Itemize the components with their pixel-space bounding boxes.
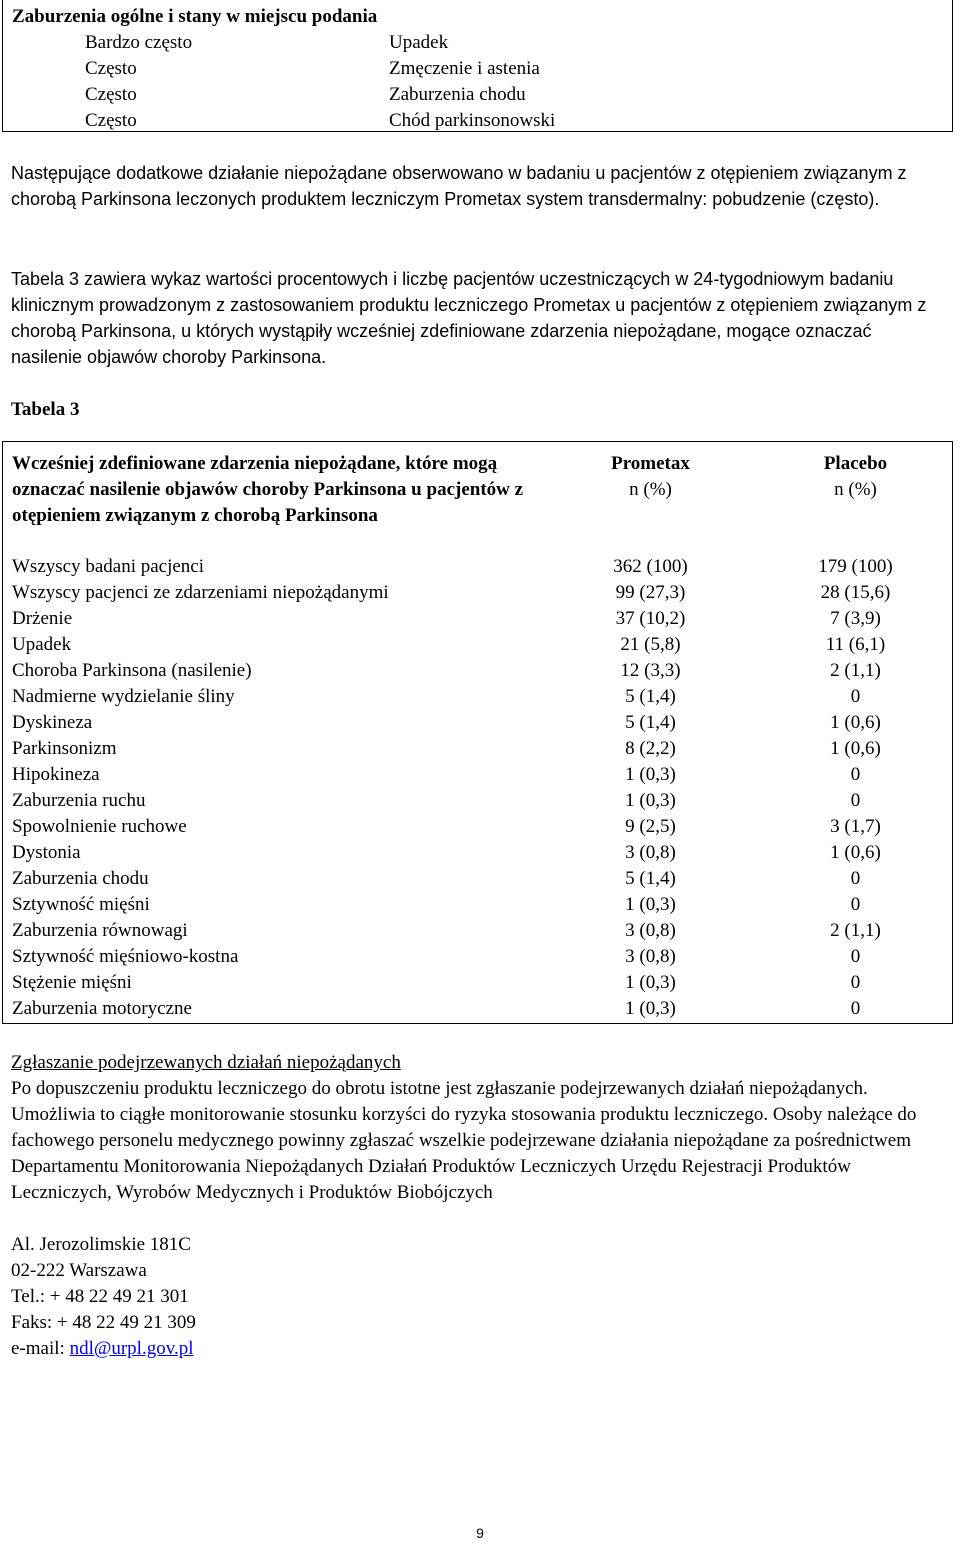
placebo-value: 1 (0,6) — [830, 712, 881, 733]
prometax-value: 12 (3,3) — [620, 660, 681, 681]
event-name: Sztywność mięśni — [12, 894, 150, 915]
box-heading: Zaburzenia ogólne i stany w miejscu podania — [12, 6, 378, 27]
effect-label: Zaburzenia chodu — [389, 84, 526, 105]
prometax-value: 9 (2,5) — [625, 816, 676, 837]
table-row — [3, 788, 952, 814]
placebo-value: 2 (1,1) — [830, 660, 881, 681]
table-row — [3, 762, 952, 788]
adverse-events-table — [2, 441, 953, 1024]
prometax-value: 5 (1,4) — [625, 686, 676, 707]
placebo-value: 11 (6,1) — [825, 634, 886, 655]
fax-number: Faks: + 48 22 49 21 309 — [11, 1312, 196, 1333]
page-number: 9 — [476, 1525, 484, 1541]
placebo-value: 0 — [850, 868, 861, 889]
report-title: Zgłaszanie podejrzewanych działań niepożądanych — [11, 1052, 401, 1073]
prometax-value: 3 (0,8) — [625, 946, 676, 967]
placebo-value: 0 — [850, 946, 861, 967]
prometax-value: 8 (2,2) — [625, 738, 676, 759]
prometax-value: 1 (0,3) — [625, 790, 676, 811]
event-name: Choroba Parkinsona (nasilenie) — [12, 660, 252, 681]
event-name: Drżenie — [12, 608, 73, 629]
placebo-value: 0 — [850, 790, 861, 811]
placebo-value: 1 (0,6) — [830, 738, 881, 759]
table-row — [3, 580, 952, 606]
prometax-value: 5 (1,4) — [625, 712, 676, 733]
email-label: e-mail: — [11, 1338, 70, 1359]
table-row — [3, 996, 952, 1022]
table-row — [3, 658, 952, 684]
table-row — [3, 840, 952, 866]
paragraph-additional-effect: Następujące dodatkowe działanie niepożądane obserwowano w badaniu u pacjentów z otępieniem związanym z chorobą Parkinsona leczonych produktem leczniczym Prometax system transdermalny: pobudzenie (często). — [11, 163, 907, 209]
prometax-value: 99 (27,3) — [615, 582, 686, 603]
event-name: Zaburzenia ruchu — [12, 790, 146, 811]
prometax-value: 362 (100) — [613, 556, 688, 577]
prometax-value: 3 (0,8) — [625, 842, 676, 863]
column-name: Placebo — [823, 453, 888, 474]
prometax-value: 1 (0,3) — [625, 894, 676, 915]
placebo-value: 3 (1,7) — [830, 816, 881, 837]
prometax-value: 1 (0,3) — [625, 998, 676, 1019]
table-title: Tabela 3 — [11, 399, 80, 420]
placebo-value: 179 (100) — [818, 556, 893, 577]
email-link[interactable]: ndl@urpl.gov.pl — [69, 1338, 194, 1359]
event-name: Zaburzenia motoryczne — [12, 998, 192, 1019]
column-unit: n (%) — [834, 479, 877, 500]
table-row — [3, 710, 952, 736]
table-row — [3, 814, 952, 840]
event-name: Parkinsonizm — [12, 738, 117, 759]
frequency-label: Często — [85, 58, 137, 79]
table-row — [3, 606, 952, 632]
table-row — [3, 944, 952, 970]
event-name: Spowolnienie ruchowe — [12, 816, 187, 837]
adverse-effects-box — [2, 0, 953, 132]
table-row — [3, 866, 952, 892]
table-row — [3, 970, 952, 996]
event-name: Dyskineza — [12, 712, 93, 733]
table-row — [3, 736, 952, 762]
email-line — [11, 1336, 194, 1362]
prometax-value: 1 (0,3) — [625, 764, 676, 785]
table-row — [3, 554, 952, 580]
column-name: Prometax — [611, 453, 690, 474]
address-street: Al. Jerozolimskie 181C — [11, 1234, 191, 1255]
event-name: Sztywność mięśniowo-kostna — [12, 946, 239, 967]
placebo-value: 0 — [850, 972, 861, 993]
frequency-label: Często — [85, 84, 137, 105]
event-name: Dystonia — [12, 842, 81, 863]
placebo-value: 28 (15,6) — [820, 582, 891, 603]
event-name: Hipokineza — [12, 764, 100, 785]
effect-label: Zmęczenie i astenia — [389, 58, 540, 79]
event-name: Upadek — [12, 634, 72, 655]
event-name: Stężenie mięśni — [12, 972, 132, 993]
effect-label: Chód parkinsonowski — [389, 110, 556, 131]
table-row — [3, 918, 952, 944]
column-unit: n (%) — [629, 479, 672, 500]
table-header-placebo — [768, 451, 943, 503]
table-header-events: Wcześniej zdefiniowane zdarzenia niepożądane, które mogą oznaczać nasilenie objawów choroby Parkinsona u pacjentów z otępieniem związanym z chorobą Parkinsona — [12, 453, 524, 526]
placebo-value: 0 — [850, 764, 861, 785]
table-header-prometax — [563, 451, 738, 503]
event-name: Zaburzenia chodu — [12, 868, 149, 889]
placebo-value: 0 — [850, 686, 861, 707]
report-body: Po dopuszczeniu produktu leczniczego do obrotu istotne jest zgłaszanie podejrzewanych działań niepożądanych. Umożliwia to ciągłe monitorowanie stosunku korzyści do ryzyka stosowania produktu leczniczego. Osoby należące do fachowego personelu medycznego powinny zgłaszać wszelkie podejrzewane działania niepożądane za pośrednictwem Departamentu Monitorowania Niepożądanych Działań Produktów Leczniczych Urzędu Rejestracji Produktów Leczniczych, Wyrobów Medycznych i Produktów Biobójczych — [11, 1078, 917, 1203]
paragraph-table-description: Tabela 3 zawiera wykaz wartości procentowych i liczbę pacjentów uczestniczących w 24-tygodniowym badaniu klinicznym prowadzonym z zastosowaniem produktu leczniczego Prometax u pacjentów z otępieniem związanym z chorobą Parkinsona, u których wystąpiły wcześniej zdefiniowane zdarzenia niepożądane, mogące oznaczać nasilenie objawów choroby Parkinsona. — [11, 269, 927, 367]
prometax-value: 5 (1,4) — [625, 868, 676, 889]
placebo-value: 7 (3,9) — [830, 608, 881, 629]
frequency-label: Często — [85, 110, 137, 131]
event-name: Wszyscy pacjenci ze zdarzeniami niepożądanymi — [12, 582, 389, 603]
placebo-value: 2 (1,1) — [830, 920, 881, 941]
table-row — [3, 892, 952, 918]
frequency-label: Bardzo często — [85, 32, 193, 53]
placebo-value: 0 — [850, 894, 861, 915]
event-name: Zaburzenia równowagi — [12, 920, 188, 941]
event-name: Nadmierne wydzielanie śliny — [12, 686, 235, 707]
event-name: Wszyscy badani pacjenci — [12, 556, 205, 577]
effect-label: Upadek — [389, 32, 449, 53]
address-city: 02-222 Warszawa — [11, 1260, 147, 1281]
prometax-value: 3 (0,8) — [625, 920, 676, 941]
phone-number: Tel.: + 48 22 49 21 301 — [11, 1286, 189, 1307]
table-row — [3, 632, 952, 658]
table-row — [3, 684, 952, 710]
prometax-value: 21 (5,8) — [620, 634, 681, 655]
placebo-value: 0 — [850, 998, 861, 1019]
placebo-value: 1 (0,6) — [830, 842, 881, 863]
prometax-value: 1 (0,3) — [625, 972, 676, 993]
prometax-value: 37 (10,2) — [615, 608, 686, 629]
